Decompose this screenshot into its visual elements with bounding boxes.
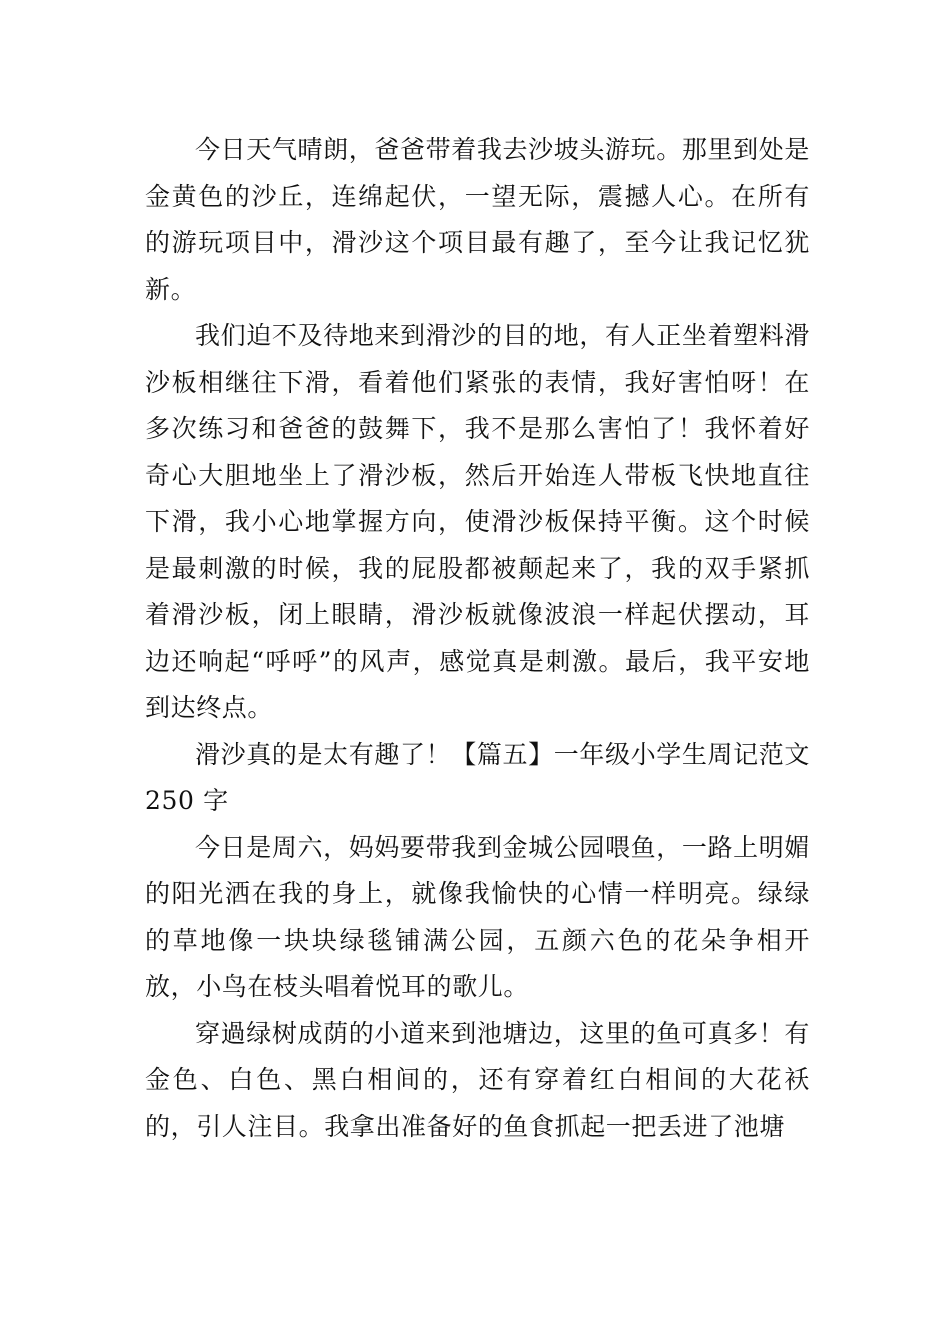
document-body — [145, 127, 810, 1150]
paragraph: 我们迫不及待地来到滑沙的目的地，有人正坐着塑料滑沙板相继往下滑，看着他们紧张的表情，我好害怕呀！在多次练习和爸爸的鼓舞下，我不是那么害怕了！我怀着好奇心大胆地坐上了滑沙板，然后开始连人带板飞快地直往下滑，我小心地掌握方向，使滑沙板保持平衡。这个时候是最刺激的时候，我的屁股都被颠起来了，我的双手紧抓着滑沙板，闭上眼睛，滑沙板就像波浪一样起伏摆动，耳边还响起“呼呼”的风声，感觉真是刺激。最后，我平安地到达终点。 — [145, 321, 810, 722]
paragraph: 今日是周六，妈妈要带我到金城公园喂鱼，一路上明媚的阳光洒在我的身上，就像我愉快的心情一样明亮。绿绿的草地像一块块绿毯铺满公园，五颜六色的花朵争相开放，小鸟在枝头唱着悦耳的歌儿。 — [145, 832, 810, 1001]
paragraph: 穿過绿树成荫的小道来到池塘边，这里的鱼可真多！有金色、白色、黑白相间的，还有穿着红白相间的大花袄的，引人注目。我拿出准备好的鱼食抓起一把丢进了池塘 — [145, 1018, 810, 1141]
paragraph: 今日天气晴朗，爸爸带着我去沙坡头游玩。那里到处是金黄色的沙丘，连绵起伏，一望无际，震撼人心。在所有的游玩项目中，滑沙这个项目最有趣了，至今让我记忆犹新。 — [145, 135, 810, 304]
paragraph: 滑沙真的是太有趣了！【篇五】一年级小学生周记范文 250 字 — [145, 739, 810, 815]
